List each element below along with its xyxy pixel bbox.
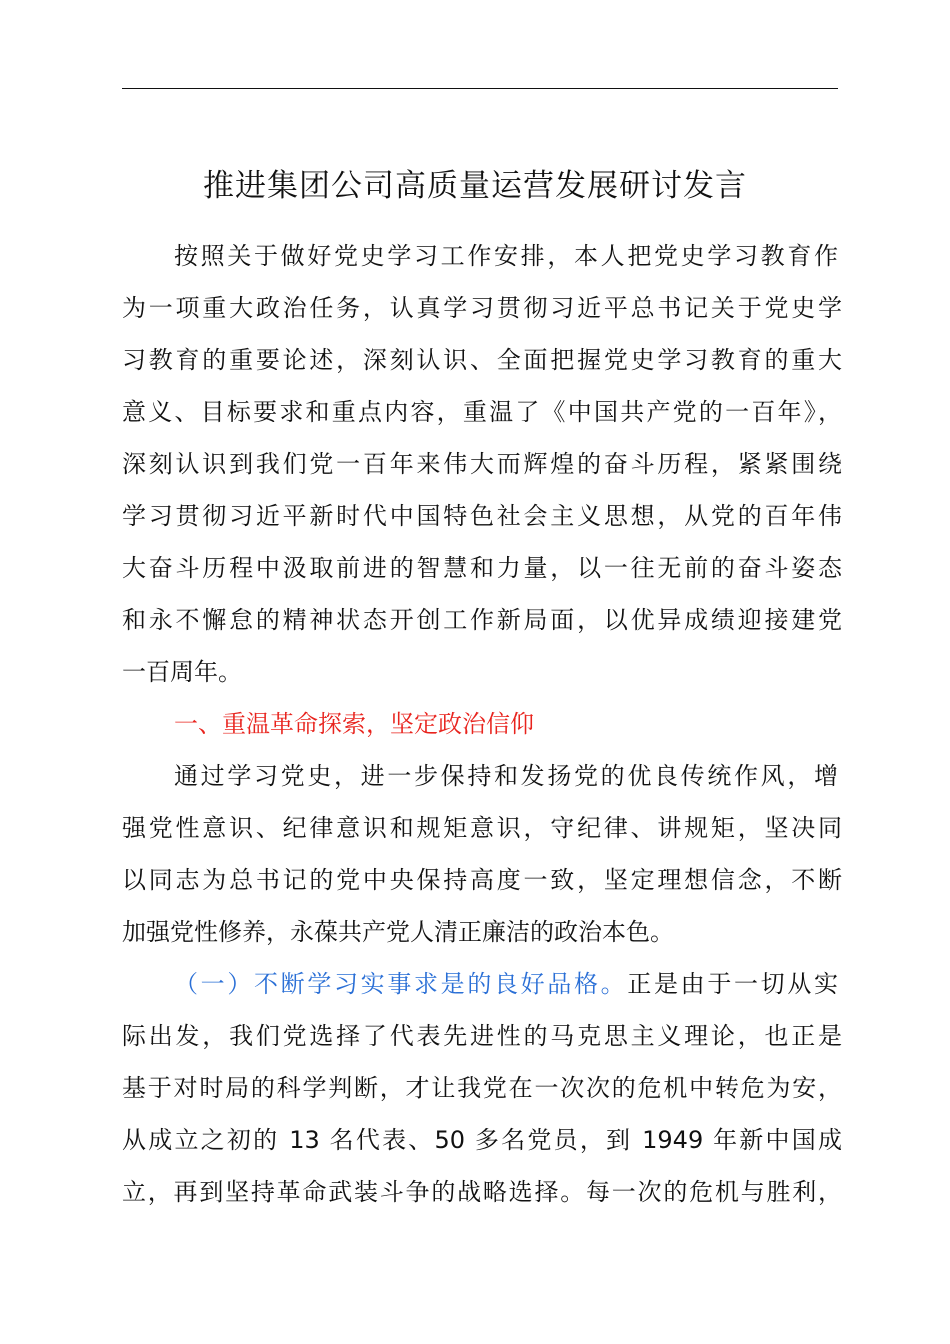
section-heading-text: 一、重温革命探索，坚定政治信仰 — [174, 710, 534, 738]
paragraph-line: 学习贯彻习近平新时代中国特色社会主义思想，从党的百年伟 — [122, 502, 842, 530]
paragraph-line: 一百周年。 — [122, 658, 242, 686]
paragraph-line: 为一项重大政治任务，认真学习贯彻习近平总书记关于党史学 — [122, 294, 842, 322]
paragraph-line: 立，再到坚持革命武装斗争的战略选择。每一次的危机与胜利， — [122, 1178, 842, 1206]
paragraph-line — [174, 966, 838, 1002]
paragraph-line: 意义、目标要求和重点内容，重温了《中国共产党的一百年》， — [122, 398, 842, 426]
paragraph-line: 习教育的重要论述，深刻认识、全面把握党史学习教育的重大 — [122, 346, 842, 374]
paragraph-line: 大奋斗历程中汲取前进的智慧和力量，以一往无前的奋斗姿态 — [122, 554, 842, 582]
paragraph-line: 强党性意识、纪律意识和规矩意识，守纪律、讲规矩，坚决同 — [122, 814, 842, 842]
paragraph-line: 通过学习党史，进一步保持和发扬党的优良传统作风，增 — [174, 762, 838, 790]
header-rule — [122, 88, 838, 89]
paragraph-line: 从成立之初的 13 名代表、50 多名党员，到 1949 年新中国成 — [122, 1126, 842, 1154]
paragraph-line: 和永不懈怠的精神状态开创工作新局面，以优异成绩迎接建党 — [122, 606, 842, 634]
paragraph-line: 以同志为总书记的党中央保持高度一致，坚定理想信念，不断 — [122, 866, 842, 894]
paragraph-line: 按照关于做好党史学习工作安排，本人把党史学习教育作 — [174, 242, 838, 270]
subsection-heading: （一）不断学习实事求是的良好品格。 — [174, 970, 628, 998]
paragraph-line: 际出发，我们党选择了代表先进性的马克思主义理论，也正是 — [122, 1022, 842, 1050]
paragraph-line: 基于对时局的科学判断，才让我党在一次次的危机中转危为安， — [122, 1074, 842, 1102]
paragraph-line: 加强党性修养，永葆共产党人清正廉洁的政治本色。 — [122, 918, 674, 946]
paragraph-line: 深刻认识到我们党一百年来伟大而辉煌的奋斗历程，紧紧围绕 — [122, 450, 842, 478]
document-title: 推进集团公司高质量运营发展研讨发言 — [203, 168, 747, 204]
subsection-first-line-text: 正是由于一切从实 — [627, 970, 839, 998]
